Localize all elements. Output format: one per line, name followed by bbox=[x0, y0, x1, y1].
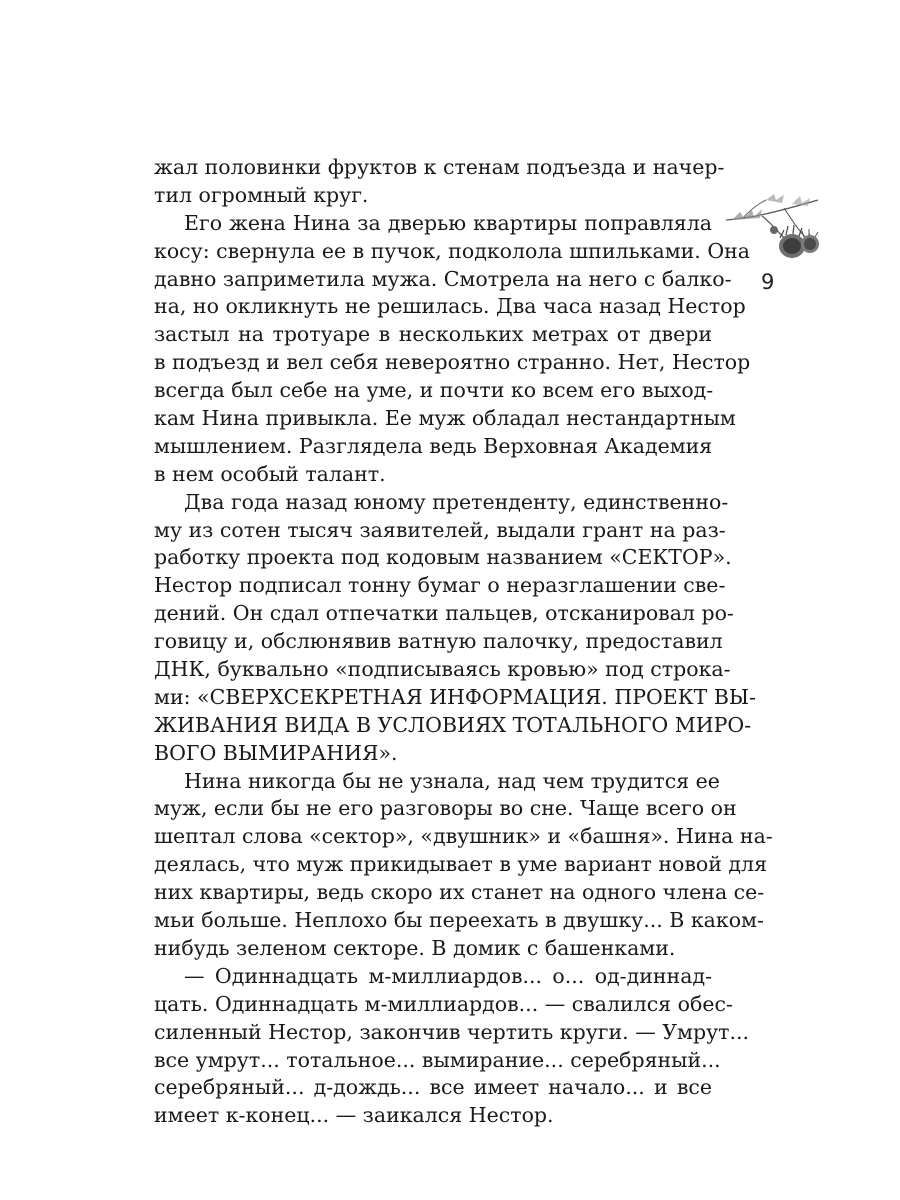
text-line: тил огромный круг. bbox=[154, 182, 369, 207]
text-line: ми: «СВЕРХСЕКРЕТНАЯ ИНФОРМАЦИЯ. ПРОЕКТ ВЫ- bbox=[154, 684, 756, 709]
text-line: в нем особый талант. bbox=[154, 461, 386, 486]
text-line: ВОГО ВЫМИРАНИЯ». bbox=[154, 740, 398, 765]
text-line: всегда был себе на уме, и почти ко всем его выход- bbox=[154, 378, 714, 403]
text-line: серебряный... д-дождь... все имеет начало... и все bbox=[154, 1075, 712, 1100]
text-line: ЖИВАНИЯ ВИДА В УСЛОВИЯХ ТОТАЛЬНОГО МИРО- bbox=[154, 712, 752, 737]
text-line: имеет к-конец... — заикался Нестор. bbox=[154, 1103, 554, 1128]
text-line: ДНК, буквально «подписываясь кровью» под строка- bbox=[154, 657, 731, 682]
text-line: му из сотен тысяч заявителей, выдали грант на раз- bbox=[154, 517, 726, 542]
text-line: застыл на тротуаре в нескольких метрах от двери bbox=[154, 322, 712, 347]
text-line: все умрут... тотальное... вымирание... серебряный... bbox=[154, 1047, 721, 1072]
text-line: кам Нина привыкла. Ее муж обладал нестандартным bbox=[154, 406, 736, 431]
text-line: нибудь зеленом секторе. В домик с башенками. bbox=[154, 935, 676, 960]
text-line: мышлением. Разглядела ведь Верховная Академия bbox=[154, 433, 713, 458]
text-line: мьи больше. Неплохо бы переехать в двушку... В каком- bbox=[154, 908, 764, 933]
text-line: них квартиры, ведь скоро их станет на одного члена се- bbox=[154, 880, 765, 905]
body-text bbox=[154, 154, 773, 1130]
text-line: Нестор подписал тонну бумаг о неразглашении све- bbox=[154, 573, 726, 598]
text-line: Его жена Нина за дверью квартиры поправляла bbox=[184, 210, 712, 235]
text-line: — Одиннадцать м-миллиардов... о... од-диннад- bbox=[184, 963, 712, 988]
text-line: деялась, что муж прикидывает в уме вариант новой для bbox=[154, 852, 768, 877]
text-line: шептал слова «сектор», «двушник» и «башня». Нина на- bbox=[154, 824, 773, 849]
page-number: 9 bbox=[761, 270, 775, 294]
text-line: муж, если бы не его разговоры во сне. Чаще всего он bbox=[154, 796, 737, 821]
text-line: говицу и, обслюнявив ватную палочку, предоставил bbox=[154, 629, 723, 654]
text-line: на, но окликнуть не решилась. Два часа назад Нестор bbox=[154, 294, 746, 319]
text-line: косу: свернула ее в пучок, подколола шпильками. Она bbox=[154, 238, 751, 263]
text-line: Два года назад юному претенденту, единственно- bbox=[184, 489, 729, 514]
thistle-sprig-icon bbox=[722, 190, 824, 268]
text-line: в подъезд и вел себя невероятно странно. Нет, Нестор bbox=[154, 350, 751, 375]
text-line: цать. Одиннадцать м-миллиардов... — свалился обес- bbox=[154, 991, 733, 1016]
text-line: давно заприметила мужа. Смотрела на него с балко- bbox=[154, 266, 732, 291]
text-line: жал половинки фруктов к стенам подъезда и начер- bbox=[154, 155, 725, 179]
text-line: работку проекта под кодовым названием «СЕКТОР». bbox=[154, 545, 732, 570]
text-line: силенный Нестор, закончив чертить круги. — Умрут... bbox=[154, 1019, 750, 1044]
text-line: дений. Он сдал отпечатки пальцев, отсканировал ро- bbox=[154, 601, 734, 626]
text-line: Нина никогда бы не узнала, над чем трудится ее bbox=[184, 768, 720, 793]
